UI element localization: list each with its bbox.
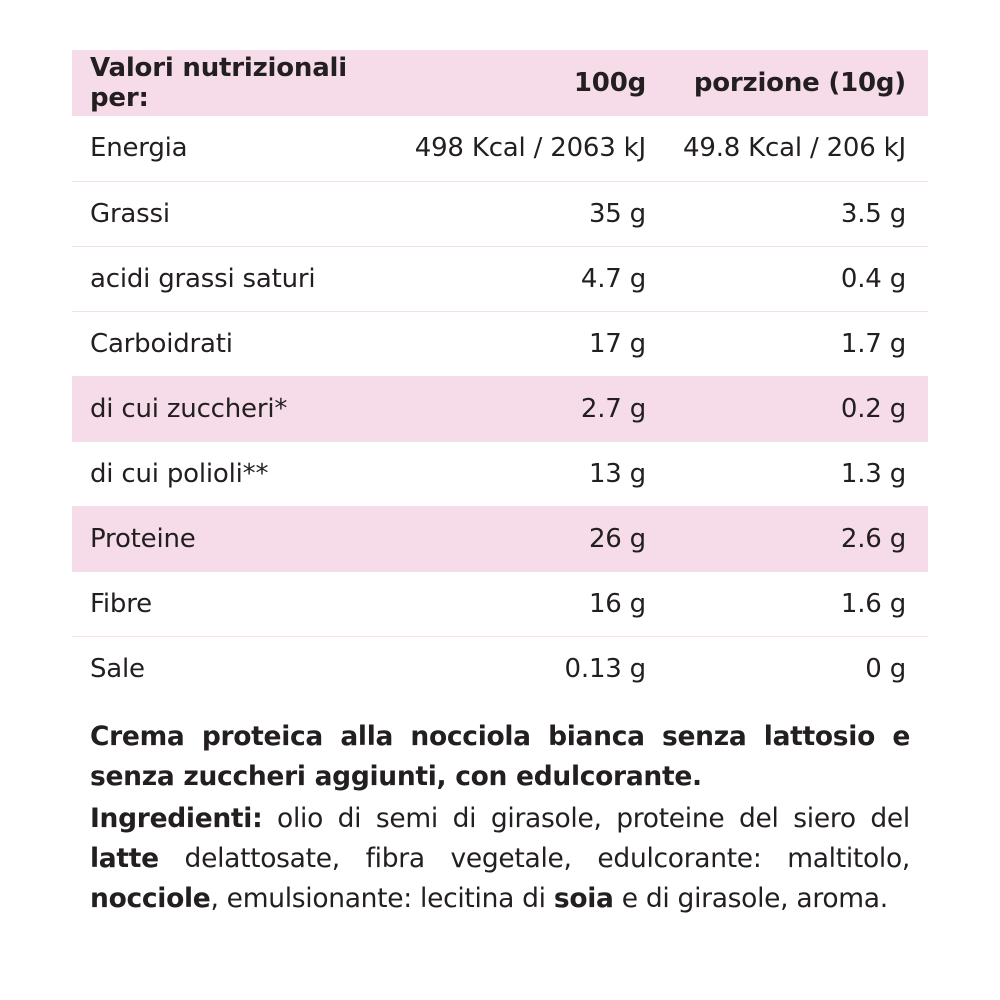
row-value-portion: 2.6 g [668, 506, 928, 571]
row-value-portion: 0 g [668, 636, 928, 701]
row-label: acidi grassi saturi [72, 246, 402, 311]
table-row-highlighted [72, 376, 928, 441]
table-row [72, 571, 928, 636]
row-value-portion: 0.2 g [668, 376, 928, 441]
row-value-portion: 0.4 g [668, 246, 928, 311]
row-value-portion: 3.5 g [668, 181, 928, 246]
table-row [72, 246, 928, 311]
ingredients-text-3: , emulsionante: lecitina di [210, 883, 554, 914]
ingredients-text-2: delattosate, fibra vegetale, edulcorante: maltitolo, [158, 843, 910, 874]
row-value-portion: 1.3 g [668, 441, 928, 506]
row-value-100g: 2.7 g [402, 376, 668, 441]
column-header-label: Valori nutrizionali per: [72, 50, 402, 116]
table-body [72, 116, 928, 701]
product-description [72, 717, 928, 919]
row-label: di cui polioli** [72, 441, 402, 506]
table-row [72, 181, 928, 246]
row-label: Grassi [72, 181, 402, 246]
row-value-100g: 16 g [402, 571, 668, 636]
ingredients-text-1: olio di semi di girasole, proteine del siero del [262, 803, 910, 834]
row-label: Fibre [72, 571, 402, 636]
row-value-100g: 0.13 g [402, 636, 668, 701]
allergen-nocciole: nocciole [90, 883, 211, 914]
table-row [72, 441, 928, 506]
table-row [72, 636, 928, 701]
row-value-100g: 498 Kcal / 2063 kJ [414, 133, 646, 164]
ingredients-text-4: e di girasole, aroma. [613, 883, 888, 914]
row-label: Energia [90, 133, 188, 164]
table-header-row [72, 50, 928, 116]
row-value-100g: 4.7 g [402, 246, 668, 311]
row-value-100g: 35 g [402, 181, 668, 246]
allergen-latte: latte [90, 843, 159, 874]
row-value-portion: 1.6 g [668, 571, 928, 636]
table-row [72, 311, 928, 376]
ingredients-label: Ingredienti: [90, 803, 263, 834]
row-value-portion: 1.7 g [668, 311, 928, 376]
table-row [72, 116, 928, 181]
row-value-100g: 26 g [402, 506, 668, 571]
table-row-highlighted [72, 506, 928, 571]
ingredients-paragraph [90, 799, 910, 919]
row-label: Proteine [72, 506, 402, 571]
row-value-100g: 17 g [402, 311, 668, 376]
row-label: Sale [72, 636, 402, 701]
nutrition-table [72, 50, 928, 701]
column-header-per-100g: 100g [402, 50, 668, 116]
row-value-portion: 49.8 Kcal / 206 kJ [683, 133, 906, 164]
allergen-soia: soia [553, 883, 614, 914]
row-value-100g: 13 g [402, 441, 668, 506]
column-header-per-portion: porzione (10g) [668, 50, 928, 116]
table-header [72, 50, 928, 116]
row-label: Carboidrati [72, 311, 402, 376]
row-label: di cui zuccheri* [72, 376, 402, 441]
product-headline: Crema proteica alla nocciola bianca senza lattosio e senza zuccheri aggiunti, con edulcorante. [90, 721, 910, 792]
